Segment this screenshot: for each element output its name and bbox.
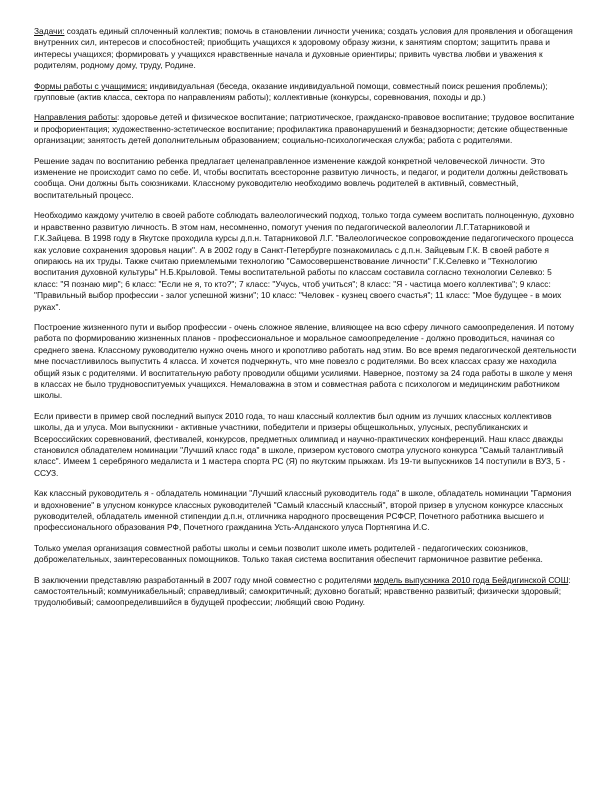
school-family-text: Только умелая организация совместной работы школы и семьи позволит школе иметь родителей - педагогических союзников, доброжелательных, заинтересованных помощников. Только такая система воспитания обеспечит гармоничное развитие ребенка. bbox=[34, 542, 543, 565]
work-forms-text: индивидуальная (беседа, оказание индивидуальной помощи, совместный поиск решения проблемы); групповые (актив класса, сектора по направлениям работы); коллективные (конкурсы, соревнования, походы и др.) bbox=[34, 80, 548, 103]
paragraph-parents-allies bbox=[34, 156, 578, 202]
directions-text: : здоровье детей и физическое воспитание; патриотическое, гражданско-правовое воспитание; трудовое воспитание и профориентация; художественно-эстетическое воспитание; профилактика правонарушений и безнадзорности; детские общественные организации; занятость детей дополнительным образованием; социально-психологическая служба; работа с родителями. bbox=[34, 112, 575, 146]
paragraph-work-forms bbox=[34, 81, 578, 104]
conclusion-text: : самостоятельный; коммуникабельный; справедливый; самокритичный; духовно богатый; нравственно развитый; физически здоровый; трудолюбивый; самоопределившийся в будущей профессии; любящий свою Родину. bbox=[34, 574, 571, 608]
achievements-text: Как классный руководитель я - обладатель номинации "Лучший классный руководитель года" в школе, обладатель номинации "Гармония и вдохновение" в улусном конкурсе классных руководителей "Самый классный классный", второй призер в улусном конкурсе классных руководителей, обладатель именной стипендии д.п.н, отличника народного просвещения РСФСР, Почетного работника высшего и профессионального образования РФ, Почетного гражданина Усть-Алданского улуса Портнягина И.С. bbox=[34, 488, 572, 533]
paragraph-conclusion bbox=[34, 575, 578, 609]
graduates-2010-text: Если привести в пример свой последний выпуск 2010 года, то наш классный коллектив был одним из лучших классных коллективов школы, да и улуса. Мои выпускники - активные участники, победители и призеры общешкольных, улусных, республиканских и Всероссийских соревнований, фестивалей, конкурсов, предметных олимпиад и научно-практических конференций. Наш класс дважды становился обладателем номинации "Лучший класс года" в школе, призером кустового смотра улусного конкурса "Самый талантливый класс". Имеем 1 серебряного медалиста и 1 мастера спорта РС (Я) по якутским прыжкам. Из 19-ти выпускников 14 поступили в ВУЗ, 5 - ССУЗ. bbox=[34, 410, 566, 478]
paragraph-valeology bbox=[34, 210, 578, 313]
valeology-text: Необходимо каждому учителю в своей работе соблюдать валеологический подход, только тогда сумеем воспитать полноценную, духовно и нравственно развитую личность. В этом нам, несомненно, помогут учения по педагогической валеологии Л.Г.Татарниковой и Г.К.Зайцева. В 1998 году в Якутске проходила курсы д.п.н. Татарниковой Л.Г. "Валеологическое сопровождение педагогического процесса как условие сохранения здоровья нации". А в 2002 году в Санкт-Петербурге познакомилась с д.п.н. Зайцевым Г.К. В своей работе я опираюсь на их труды. Также считаю приемлемыми технологию "Самосовершенствование личности" Г.К.Селевко и "Технологию воспитания духовной культуры" Н.Б.Крыловой. Темы воспитательной работы по классам составила согласно технологии Селевко: 5 класс: "Я познаю мир"; 6 класс: "Если не я, то кто?"; 7 класс: "Учусь, чтоб учиться"; 8 класс: "Я - частица моего коллектива"; 9 класс: "Правильный выбор профессии - залог успешной жизни"; 10 класс: "Человек - кузнец своего счастья"; 11 класс: "Мое будущее - в моих руках". bbox=[34, 210, 574, 312]
paragraph-school-family bbox=[34, 543, 578, 566]
paragraph-achievements bbox=[34, 488, 578, 534]
paragraph-directions bbox=[34, 112, 578, 146]
tasks-heading: Задачи: bbox=[34, 26, 65, 36]
life-path-text: Построение жизненного пути и выбор профессии - очень сложное явление, влияющее на всю сферу личного самоопределения. И потому работа по формированию жизненных планов - профессиональное и моральное самоопределение - должно проводиться, начиная со среднего звена. Классному руководителю нужно очень много и кропотливо работать над этим. Во все время педагогической деятельности мне посчастливилось выпустить 4 класса. И хочется подчеркнуть, что мне повезло с родителями. Во всех классах сразу же находила общий язык с родителями. И воспитательную работу проводили общими усилиями. Наверное, поэтому за 24 года работы в школе у меня в классах не было трудновоспитуемых учащихся. Немаловажна в этом и совместная работа с психологом и медицинским работником школы. bbox=[34, 321, 577, 401]
parents-allies-text: Решение задач по воспитанию ребенка предлагает целенаправленное изменение каждой конкретной человеческой личности. Это изменение не происходит само по себе. И, чтобы воспитать всесторонне развитую личность, и педагог, и родители должны действовать сообща. Они должны быть союзниками. Классному руководителю необходимо вовлечь родителей в активный, совместный, воспитательный процесс. bbox=[34, 155, 568, 200]
directions-heading: Направления работы bbox=[34, 112, 117, 123]
tasks-text: создать единый сплоченный коллектив; помочь в становлении личности ученика; создать условия для проявления и обогащения внутренних сил, интересов и способностей; приобщить учащихся к здоровому образу жизни, к занятиям спортом; защитить права и интересы учащихся; формировать у учащихся нравственные начала и духовные ориентиры; привить чувства любви и уважения к родителям, родному дому, труду, Родине. bbox=[34, 26, 573, 71]
paragraph-graduates-2010 bbox=[34, 411, 578, 479]
work-forms-heading: Формы работы с учащимися: bbox=[34, 80, 148, 91]
graduate-model-heading: модель выпускника 2010 года Бейдигинской СОШ bbox=[373, 574, 569, 585]
paragraph-tasks bbox=[34, 26, 578, 72]
paragraph-life-path bbox=[34, 322, 578, 402]
conclusion-intro: В заключении представляю разработанный в 2007 году мной совместно с родителями bbox=[34, 574, 374, 585]
